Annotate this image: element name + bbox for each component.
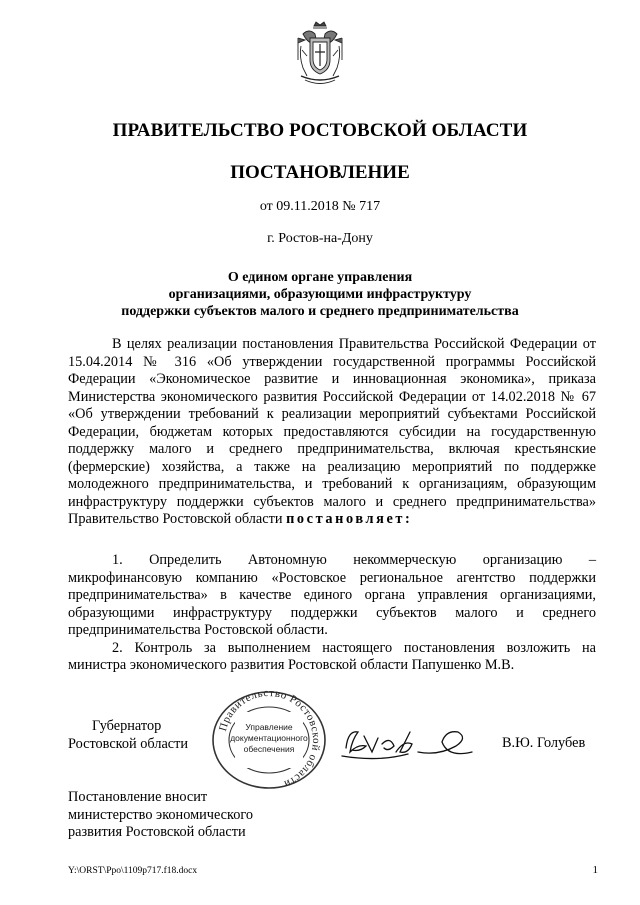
file-path: Y:\ORST\Ppo\1109p717.f18.docx [68, 866, 198, 876]
preamble [68, 336, 596, 529]
note-line: Постановление вносит [68, 789, 208, 805]
seal-inner-text: Управление [245, 722, 293, 732]
seal-ring-text: Правительство Ростовской области [216, 690, 323, 790]
preamble-text: В целях реализации постановления Правительства Российской Федерации от 15.04.2014 № 316 «Об утверждении государственной программы Российской Федерации «Экономическое развитие и инновационная экономика», приказа Министерства экономического развития Российской Федерации от 14.02.2018 № 67 «Об утверждении требований к реализации мероприятий субъектами Российской Федерации, бюджетам которых предоставляются субсидии на государственную поддержку малого и среднего предпринимательства, включая крестьянские (фермерские) хозяйства, а также на реализацию мероприятий по поддержке молодежного предпринимательства, и требований к организациям, образующим инфраструктуру поддержки субъектов малого и среднего предпринимательства» Правительство Ростовской области [68, 336, 596, 527]
official-seal-stamp [207, 690, 331, 790]
city: г. Ростов-на-Дону [267, 231, 373, 246]
page-number: 1 [592, 864, 598, 876]
resolution-item: 1. Определить Автономную некоммерческую организацию – микрофинансовую компанию «Ростовское региональное агентство поддержки предпринимательства» в качестве единого органа управления организациями, образующими инфраструктуру поддержки субъектов малого и среднего предпринимательства Ростовской области. [68, 552, 596, 638]
seal-inner-text: обеспечения [243, 744, 295, 754]
resolution-items [68, 552, 596, 675]
seal-inner-text: документационного [230, 733, 308, 743]
submitter-note [68, 789, 253, 842]
subject-line: О едином органе управления [227, 270, 413, 285]
note-line: развития Ростовской области [68, 824, 246, 840]
date-number: от 09.11.2018 № 717 [259, 199, 381, 214]
note-line: министерство экономического [68, 806, 254, 823]
document-subject [0, 269, 640, 320]
signatory-name: В.Ю. Голубев [502, 735, 586, 751]
subject-line: поддержки субъектов малого и среднего предпринимательства [121, 304, 519, 319]
signatory-title-line: Ростовской области [68, 735, 189, 752]
document-type: ПОСТАНОВЛЕНИЕ [230, 162, 410, 183]
resolves-word: постановляет: [286, 511, 413, 527]
rostov-coat-of-arms-icon [295, 20, 345, 88]
signatory-title-line: Губернатор [92, 718, 162, 734]
subject-line: организациями, образующими инфраструктуру [168, 287, 472, 302]
government-title: ПРАВИТЕЛЬСТВО РОСТОВСКОЙ ОБЛАСТИ [112, 120, 528, 141]
resolution-item: 2. Контроль за выполнением настоящего постановления возложить на министра экономического развития Ростовской области Папушенко М.В. [68, 639, 596, 673]
signatory-title [68, 718, 188, 753]
handwritten-signature [338, 722, 478, 766]
